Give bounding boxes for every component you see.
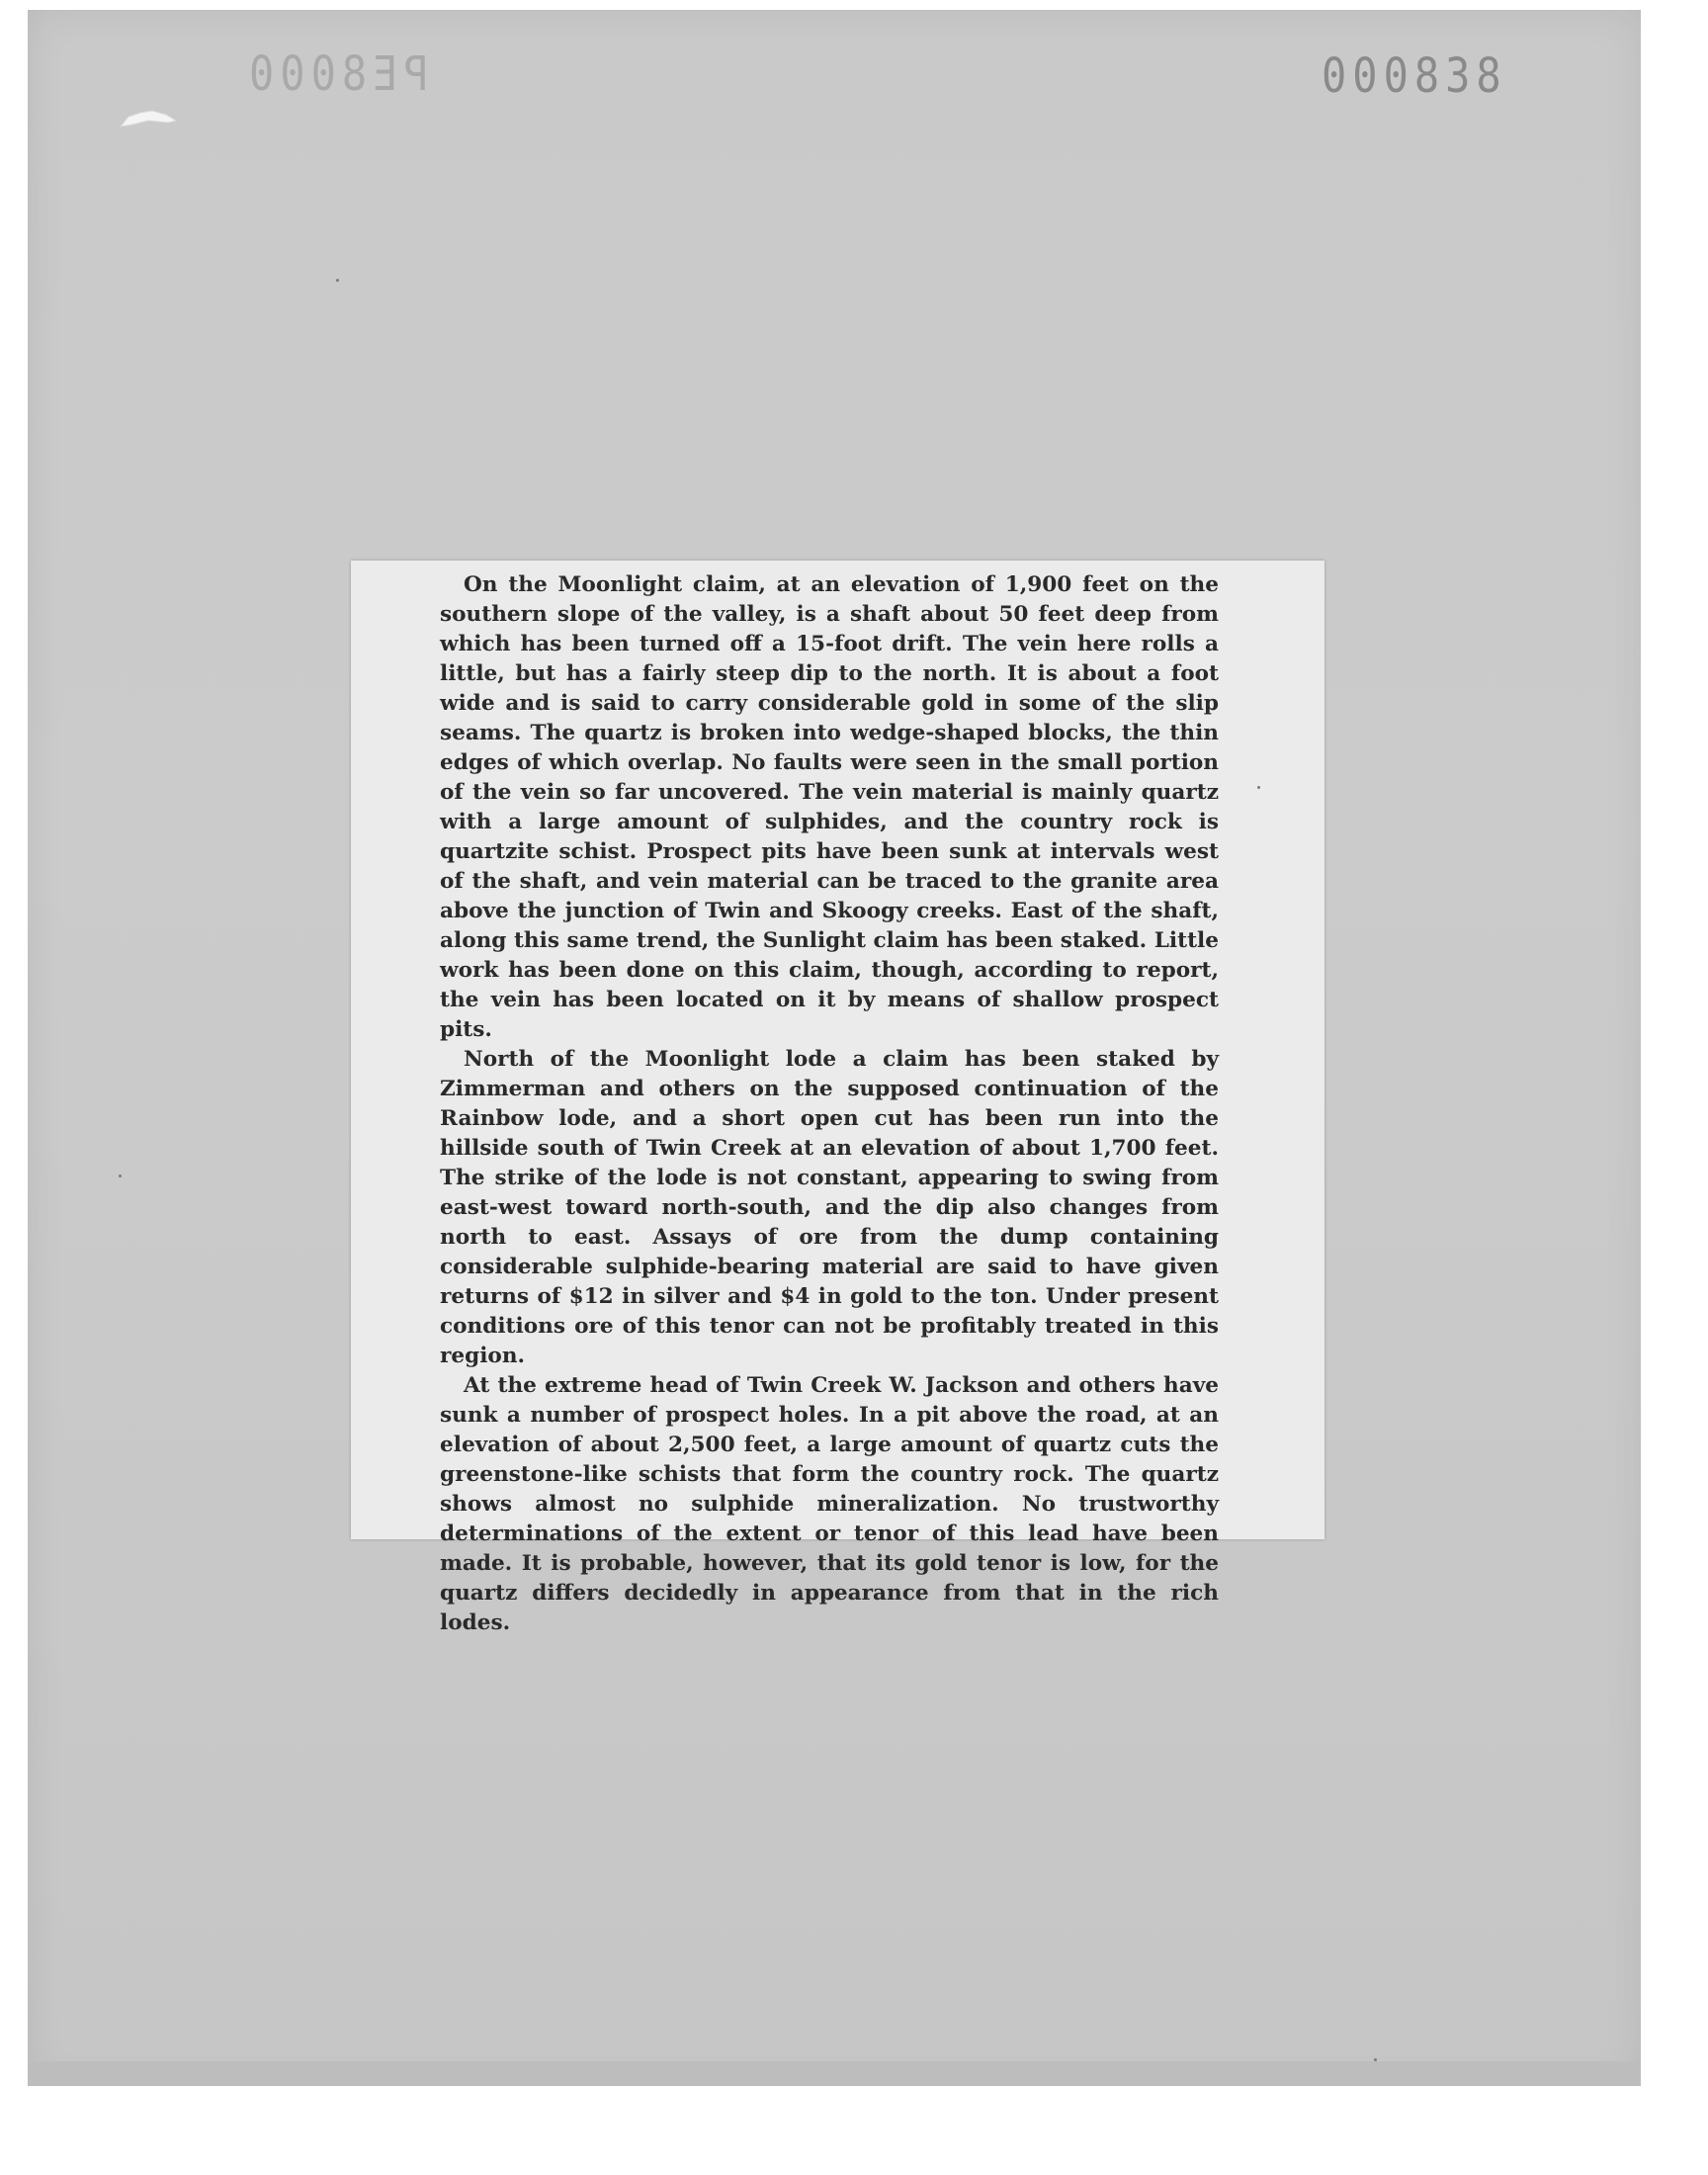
page-stamp-number: 000838	[1322, 47, 1507, 104]
dust-speck	[1374, 2058, 1377, 2061]
paragraph-moonlight-claim: On the Moonlight claim, at an elevation of 1,900 feet on the southern slope of the valley, is a shaft about 50 feet deep from which has been turned off a 15-foot drift. The vein here rolls a little, but has a fairly steep dip to the north. It is about a foot wide and is said to carry considerable gold in some of the slip seams. The quartz is broken into wedge-shaped blocks, the thin edges of which overlap. No faults were seen in the small portion of the vein so far uncovered. The vein material is mainly quartz with a large amount of sulphides, and the country rock is quartzite schist. Prospect pits have been sunk at intervals west of the shaft, and vein material can be traced to the granite area above the junction of Twin and Skoogy creeks. East of the shaft, along this same trend, the Sunlight claim has been staked. Little work has been done on this claim, though, according to report, the vein has been located on it by means of shallow prospect pits.	[440, 572, 1219, 1042]
paragraph-twin-creek-head: At the extreme head of Twin Creek W. Jackson and others have sunk a number of prospect holes. In a pit above the road, at an elevation of about 2,500 feet, a large amount of quartz cuts the greenstone-like schists that form the country rock. The quartz shows almost no sulphide mineralization. No trustworthy determinations of the extent or tenor of this lead have been made. It is probable, however, that its gold tenor is low, for the quartz differs decidedly in appearance from that in the rich lodes.	[440, 1373, 1219, 1635]
dust-speck	[1257, 786, 1260, 789]
sheet-bottom-edge	[28, 2061, 1641, 2086]
tape-mark-icon	[119, 107, 178, 130]
mirrored-stamp-number: PE8000	[243, 45, 429, 102]
clipping-body	[440, 570, 1219, 1638]
text-clipping	[351, 561, 1324, 1635]
paragraph-rainbow-lode: North of the Moonlight lode a claim has been staked by Zimmerman and others on the supposed continuation of the Rainbow lode, and a short open cut has been run into the hillside south of Twin Creek at an elevation of about 1,700 feet. The strike of the lode is not constant, appearing to swing from east-west toward north-south, and the dip also changes from north to east. Assays of ore from the dump containing considerable sulphide-bearing material are said to have given returns of $12 in silver and $4 in gold to the ton. Under present conditions ore of this tenor can not be profitably treated in this region.	[440, 1047, 1219, 1368]
dust-speck	[119, 1174, 122, 1177]
dust-speck	[336, 279, 339, 282]
